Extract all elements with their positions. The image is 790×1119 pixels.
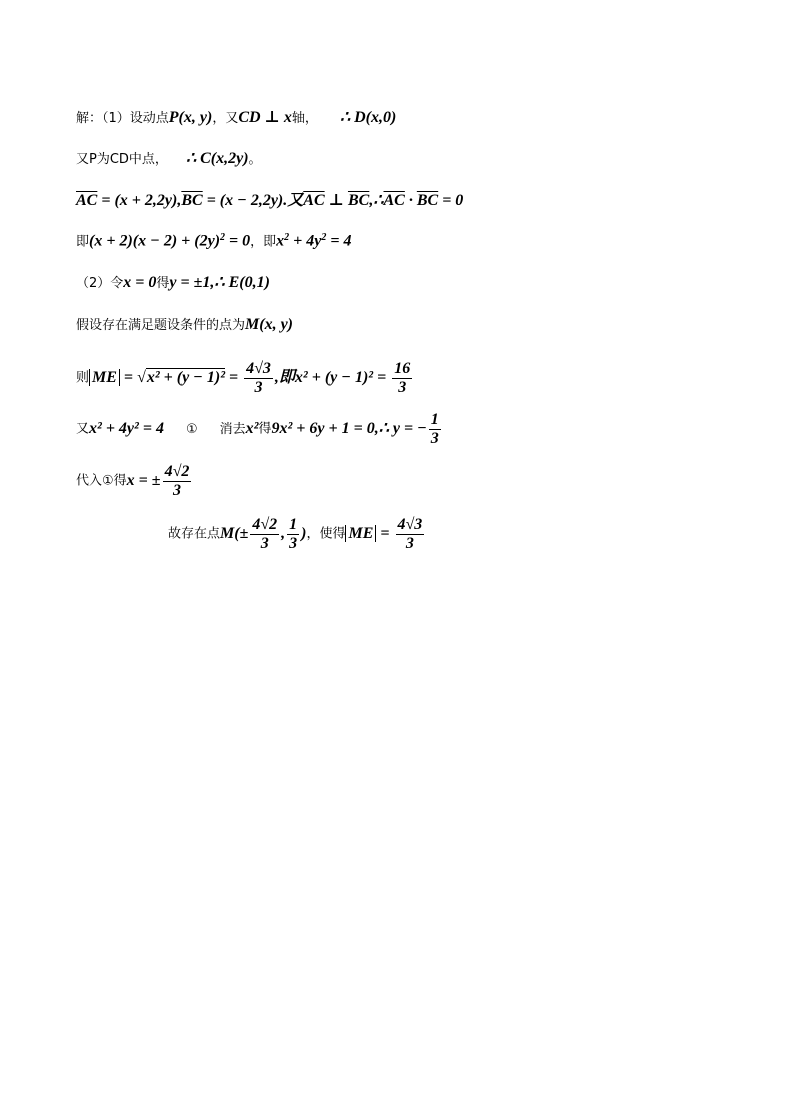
math: = [225,369,243,387]
math: = 0 [225,232,251,250]
circled-one: ① [185,421,198,437]
fraction [250,516,279,552]
denominator: 3 [254,378,263,396]
solution-line-10 [168,516,426,552]
math: = 0 [438,192,464,209]
math: , [281,525,286,543]
math: y = ±1,∴ E(0,1) [169,274,270,291]
vector-bc: $\overline{BC}$ [416,192,439,209]
fraction [287,516,299,552]
radicand: x² + (y − 1)² [146,369,225,387]
text: 代入①得 [76,473,127,489]
denominator: 3 [289,534,298,552]
math: CD ⊥ x [238,109,292,126]
text: 得 [156,276,170,291]
text: 又 [76,421,90,437]
solution-line-3 [76,193,463,209]
math: · [404,192,417,209]
text: 消去 [219,421,246,437]
abs-me: ME [89,369,120,386]
solution-line-6 [76,317,293,333]
solution-line-2 [76,151,262,167]
text: 得 [258,421,272,437]
math: = (x + 2,2y), [97,192,182,209]
math: (x + 2)(x − 2) + (2y) [89,232,221,250]
abs-me: ME [345,525,376,542]
exponent: 2 [284,232,290,243]
denominator: 3 [405,534,414,552]
fraction [163,463,192,499]
math: = (x − 2,2y).又 [202,192,304,209]
vector-ac: $\overline{AC}$ [76,192,98,209]
math: x² [245,420,259,438]
numerator: 16 [394,360,411,377]
denominator: 3 [260,534,269,552]
math: ∴ D(x,0) [339,109,397,126]
vector-bc: $\overline{BC}$ [347,192,370,209]
math: P(x, y) [168,109,213,126]
vector-bc: $\overline{BC}$ [181,192,203,209]
vector-ac: $\overline{AC}$ [303,192,325,209]
text: 解：（1）设动点 [76,111,169,126]
solution-line-8 [76,411,443,447]
math: x² + (y − 1)² = [294,369,391,387]
text: 又P为CD中点， [76,152,168,167]
text: 则 [76,370,90,386]
math: = √ [119,369,146,387]
text: 故存在点 [168,526,221,542]
text: ，又 [212,111,239,126]
vector-ac: $\overline{AC}$ [383,192,405,209]
numerator: 4√3 [397,516,423,533]
math: x² + 4y² = 4 [89,420,164,438]
denominator: 3 [430,429,439,447]
text: 假设存在满足题设条件的点为 [76,318,246,333]
solution-line-4 [76,233,352,250]
math: x [276,232,285,250]
math: ∴ C(x,2y) [185,150,249,167]
numerator: 1 [430,411,439,428]
fraction [396,516,425,552]
math: ) [301,525,307,543]
exponent: 2 [321,232,327,243]
numerator: 4√2 [164,463,190,480]
text: ，即 [250,234,277,250]
math: M(x, y) [245,316,293,333]
numerator: 4√3 [246,360,271,377]
denominator: 3 [172,481,181,499]
numerator: 1 [289,516,298,533]
math: x = 0 [123,274,157,291]
exponent: 2 [220,232,226,243]
math: M(± [220,525,249,543]
math: ,即 [274,369,295,387]
math: ,∴ [369,192,384,209]
fraction [244,360,273,396]
text: 轴， [291,111,318,126]
math: = [376,525,394,543]
text: 即 [76,234,90,250]
math: + 4y [289,232,322,250]
solution-line-9 [76,463,193,499]
denominator: 3 [398,378,407,396]
fraction [392,360,412,396]
math: = 4 [326,232,352,250]
solution-line-7 [76,360,414,396]
text: 。 [248,152,262,167]
text: ，使得 [306,526,346,542]
solution-line-1 [76,110,396,126]
fraction [429,411,441,447]
math: 9x² + 6y + 1 = 0,∴ y = − [271,420,427,438]
solution-line-5 [76,275,270,291]
text: （2）令 [76,276,124,291]
math: x = ± [126,472,161,490]
math: ⊥ [324,192,348,209]
numerator: 4√2 [252,516,278,533]
